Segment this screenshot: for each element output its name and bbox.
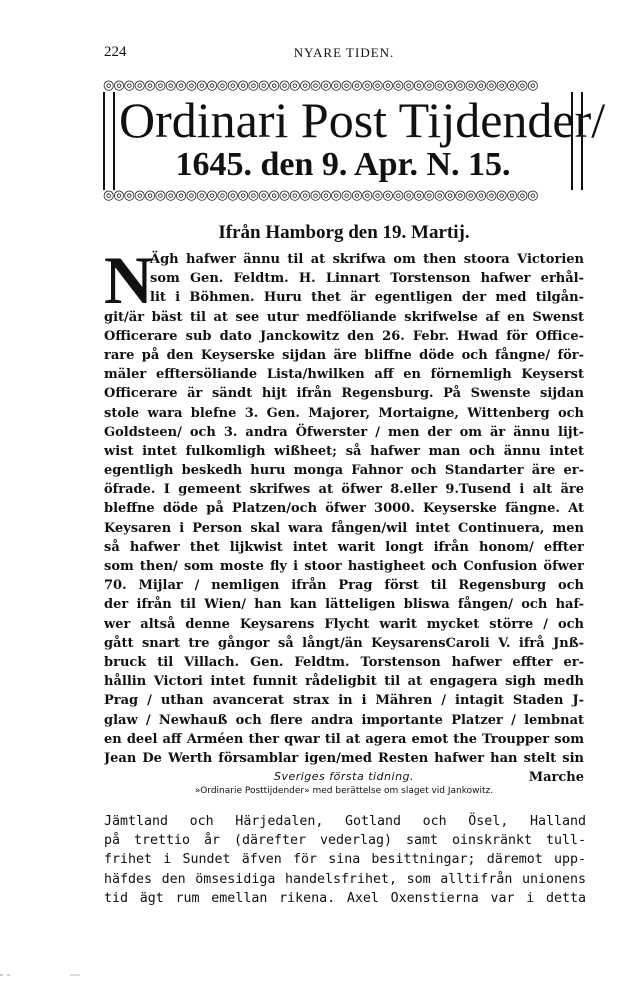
article-line: en deel aff Arméen ther qwar til at agera emot the Troupper som (104, 731, 584, 747)
article-line: 70. Mijlar / nemligen ifrån Prag först til Regensburg och (104, 578, 584, 594)
article-line: stole wara blefne 3. Gen. Majorer, Mortaigne, Wittenberg och (104, 405, 584, 421)
ornamental-border-top: ◎◎◎◎◎◎◎◎◎◎◎◎◎◎◎◎◎◎◎◎◎◎◎◎◎◎◎◎◎◎◎◎◎◎◎◎◎◎◎◎◎◎ (103, 78, 538, 93)
article-line: öfrade. I gemeent skrifwes at öfwer 8.eller 9.Tusend i alt äre (104, 482, 584, 498)
article-line: git/är bäst til at see utur medföliande skrifwelse af en Swenst (104, 309, 584, 325)
figure-caption-title: Sveriges första tidning. (273, 770, 415, 783)
article-dateline: Ifrån Hamborg den 19. Martij. (218, 222, 470, 243)
article-line: Officerare sub dato Janckowitz den 26. Febr. Hwad för Office- (104, 328, 584, 344)
article-line: gått snart tre gångor så långt/än KeysarensCaroli V. ifrå Jnß- (104, 635, 584, 651)
page-number: 224 (104, 44, 127, 60)
article-line: bruck til Villach. Gen. Feldtm. Torstenson hafwer effter er- (104, 654, 584, 670)
article-line: glaw / Newhauß och flere andra importante Platzer / lembnat (104, 712, 584, 728)
article-line: Ägh hafwer ännu til at skrifwa om then stoora Victorien (150, 252, 584, 267)
article-line: lit i Böhmen. Huru thet är egentligen der med tilgån- (150, 290, 584, 306)
article-line: Jean De Werth församblar igen/med Resten hafwer han stelt sin (104, 750, 584, 766)
article-line: Prag / uthan avancerat strax in i Mähren / intagit Staden J- (104, 693, 584, 709)
body-line: frihet i Sundet äfven för sina besittningar; däremot upp- (104, 852, 586, 868)
article-line: hållin Victori intet funnit rådeligbit til at engagera sigh medh (104, 674, 584, 690)
body-line: på trettio år (därefter vederlag) samt oinskränkt tull- (104, 833, 586, 849)
running-title: NYARE TIDEN. (293, 45, 395, 60)
ornamental-border-bottom: ◎◎◎◎◎◎◎◎◎◎◎◎◎◎◎◎◎◎◎◎◎◎◎◎◎◎◎◎◎◎◎◎◎◎◎◎◎◎◎◎◎◎ (103, 188, 538, 203)
body-line: häfdes den ömsesidiga handelsfrihet, som alltifrån unionens (104, 871, 586, 887)
article-line: som then/ som moste fly i stoor hastigheet och Confusion öfwer (104, 559, 584, 574)
article-line: mäler efftersöliande Lista/hwilken aff en förnemligh Keyserst (104, 367, 584, 383)
page-header (104, 44, 584, 64)
body-line: Jämtland och Härjedalen, Gotland och Ösel, Halland (104, 814, 586, 829)
article-line: egentligh beskedh huru monga Fahnor och Standarter äre er- (104, 463, 584, 479)
article-line: rare på den Keyserske sijdan äre bliffne döde och fångne/ för- (104, 347, 584, 363)
newspaper-masthead (103, 78, 606, 204)
article-line: wer altså denne Keysarens Flycht warit mycket större / och (104, 616, 584, 632)
article-line: bleffne döde på Platzen/och öfwer 3000. Keyserske fängne. At (104, 501, 584, 517)
article-line: Officerare är sändt hijt ifrån Regensburg. På Swenste sijdan (104, 386, 584, 402)
article-line: Marche (528, 770, 584, 786)
article-line: der ifrån til Wien/ han kan lätteligen bliswa fången/ och haf- (104, 597, 584, 613)
figure-caption-text: »Ordinarie Posttijdender» med berättelse om slaget vid Jankowitz. (194, 786, 494, 796)
body-line: tid ägt rum emellan rikena. Axel Oxenstierna var i detta (104, 890, 586, 906)
article-line: så hafwer thet lijkwist intet warit longt ifrån honom/ effter (104, 539, 584, 555)
drop-cap: N (104, 242, 154, 318)
article-line: wist intet fulkomligh wißheet; så hafwer man och ännu intet (104, 443, 584, 459)
article-line: Goldsteen/ och 3. andra Öfwerster / men der om är ännu lijt- (104, 424, 584, 440)
body-paragraph (104, 812, 586, 908)
article-line: Keysaren i Person skal wara fången/wil intet Continuera, men (104, 520, 584, 536)
masthead-title: Ordinari Post Tijdender/ (119, 92, 606, 148)
ornamental-border-left (103, 92, 115, 190)
masthead-issue-date: 1645. den 9. Apr. N. 15. (175, 146, 511, 183)
scan-edge-marks (0, 972, 624, 978)
article-line: som Gen. Feldtm. H. Linnart Torstenson hafwer erhål- (150, 271, 584, 287)
